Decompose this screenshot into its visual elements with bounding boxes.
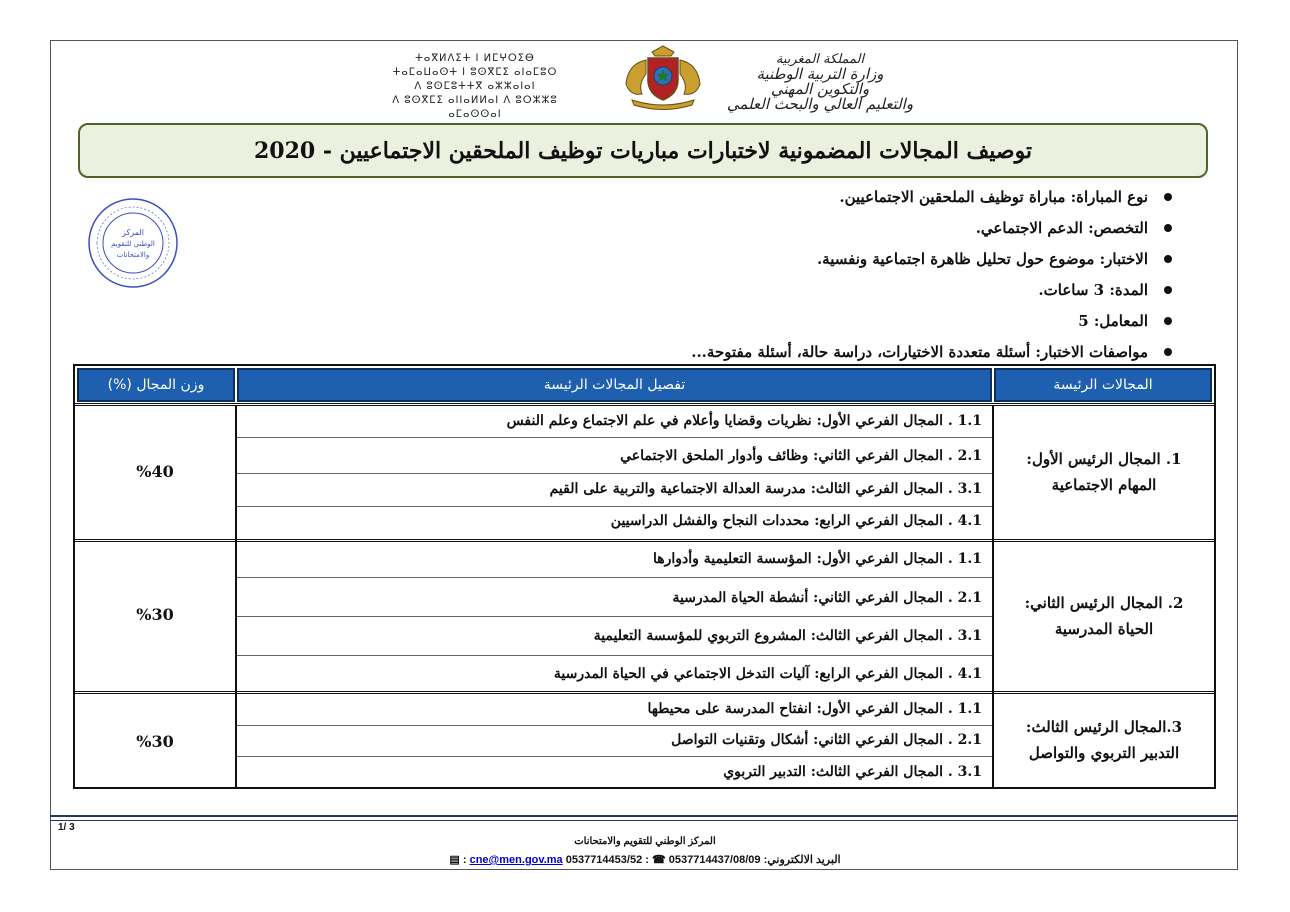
info-item: الاختبار: موضوع حول تحليل ظاهرة اجتماعية ونفسية. (691, 245, 1178, 276)
arabic-header-line: وزارة التربية الوطنية (756, 65, 884, 83)
main-domain-name: المهام الاجتماعية (1051, 476, 1157, 494)
tifinagh-line: ⵜⴰⴳⵍⴷⵉⵜ ⵏ ⵍⵎⵖⵔⵉⴱ (415, 53, 535, 64)
sub-divider (237, 437, 992, 438)
tifinagh-header (370, 52, 580, 122)
main-domain (994, 446, 1214, 498)
phone-icon: ☎ (651, 854, 666, 866)
info-item: المدة: 3 ساعات. (691, 276, 1178, 307)
row-divider (75, 539, 1214, 542)
sub-divider (237, 616, 992, 617)
sub-domain: 2.1 . المجال الفرعي الثاني: أنشطة الحياة المدرسية (672, 590, 982, 606)
main-domain-name: الحياة المدرسية (1054, 620, 1154, 638)
tifinagh-line: ⴷ ⵓⵙⵎⵓⵜⵜⴳ ⴰⵣⵣⴰⵏⴰⵏ (414, 81, 536, 92)
stamp-line: والامتحانات (116, 251, 150, 259)
arabic-header-line: والتعليم العالي والبحث العلمي (726, 95, 914, 113)
document-title (78, 123, 1208, 178)
fax-number: 0537714437/08/09 : (462, 854, 761, 866)
exam-info-list (691, 183, 1178, 369)
table-header (75, 366, 1214, 406)
info-item: مواصفات الاختبار: أسئلة متعددة الاختيارات، دراسة حالة، أسئلة مفتوحة... (691, 338, 1178, 369)
domains-table (73, 364, 1216, 789)
domain-weight: %40 (136, 462, 174, 481)
arabic-header-line: والتكوين المهني (770, 80, 870, 98)
sub-domain: 3.1 . المجال الفرعي الثالث: المشروع التربوي للمؤسسة التعليمية (593, 628, 982, 644)
info-item: المعامل: 5 (691, 307, 1178, 338)
sub-divider (237, 506, 992, 507)
sub-divider (237, 655, 992, 656)
sub-domain: 4.1 . المجال الفرعي الرابع: محددات النجاح والفشل الدراسيين (610, 513, 982, 529)
header-weight: وزن المجال (%) (77, 368, 235, 402)
sub-domain: 3.1 . المجال الفرعي الثالث: التدبير التربوي (723, 764, 982, 780)
sub-domain: 1.1 . المجال الفرعي الأول: انفتاح المدرسة على محيطها (647, 701, 982, 717)
coat-of-arms-emblem (618, 44, 708, 110)
stamp-line: الوطني للتقويم (111, 240, 155, 248)
title-text: توصيف المجالات المضمونية لاختبارات مباريات توظيف الملحقين الاجتماعيين - 2020 (253, 137, 1033, 164)
sub-divider (237, 577, 992, 578)
sub-domain: 4.1 . المجال الفرعي الرابع: آليات التدخل الاجتماعي في الحياة المدرسية (553, 666, 982, 682)
info-item: نوع المباراة: مباراة توظيف الملحقين الاجتماعيين. (691, 183, 1178, 214)
header-main: المجالات الرئيسة (994, 368, 1212, 402)
sub-domain: 3.1 . المجال الفرعي الثالث: مدرسة العدالة الاجتماعية والتربية على القيم (549, 481, 982, 497)
domain-weight: %30 (136, 732, 174, 751)
email-label: البريد الالكتروني: (763, 854, 841, 866)
main-domain-name: التدبير التربوي والتواصل (1028, 744, 1180, 762)
main-domain (994, 590, 1214, 642)
email-link[interactable]: cne@men.gov.ma (469, 854, 563, 866)
footer-organization: المركز الوطني للتقويم والامتحانات (574, 836, 716, 847)
header-details: تفصيل المجالات الرئيسة (237, 368, 992, 402)
arabic-header-line: المملكة المغربية (775, 52, 865, 67)
footer-contact (420, 853, 870, 866)
fax-icon: ▤ (449, 854, 460, 866)
phone-number: 0537714453/52 : (565, 854, 649, 866)
main-domain-title: 3.المجال الرئيس الثالث: (1025, 718, 1183, 736)
info-item: التخصص: الدعم الاجتماعي. (691, 214, 1178, 245)
sub-domain: 2.1 . المجال الفرعي الثاني: أشكال وتقنيات التواصل (671, 732, 982, 748)
arabic-header (705, 52, 935, 112)
tifinagh-line: ⴷ ⵓⵙⴳⵎⵉ ⴰⵏⵏⴰⵍⵍⴰⵏ ⴷ ⵓⵔⵣⵣⵓ ⴰⵎⴰⵙⵙⴰⵏ (392, 95, 558, 120)
footer-divider (50, 815, 1238, 821)
sub-domain: 1.1 . المجال الفرعي الأول: نظريات وقضايا وأعلام في علم الاجتماع وعلم النفس (506, 413, 982, 429)
domain-weight: %30 (136, 605, 174, 624)
row-divider (75, 691, 1214, 694)
page-number: 1/ 3 (58, 822, 75, 833)
sub-domain: 1.1 . المجال الفرعي الأول: المؤسسة التعليمية وأدوارها (652, 551, 982, 567)
sub-divider (237, 756, 992, 757)
sub-domain: 2.1 . المجال الفرعي الثاني: وظائف وأدوار الملحق الاجتماعي (620, 448, 982, 464)
sub-divider (237, 473, 992, 474)
tifinagh-line: ⵜⴰⵎⴰⵡⴰⵙⵜ ⵏ ⵓⵙⴳⵎⵉ ⴰⵏⴰⵎⵓⵔ (392, 67, 558, 78)
sub-divider (237, 725, 992, 726)
main-domain-title: 1. المجال الرئيس الأول: (1026, 450, 1182, 468)
main-domain (994, 714, 1214, 766)
stamp-line: المركز (122, 228, 144, 237)
row-divider (75, 403, 1214, 406)
official-stamp (87, 197, 179, 289)
main-domain-title: 2. المجال الرئيس الثاني: (1024, 594, 1184, 612)
